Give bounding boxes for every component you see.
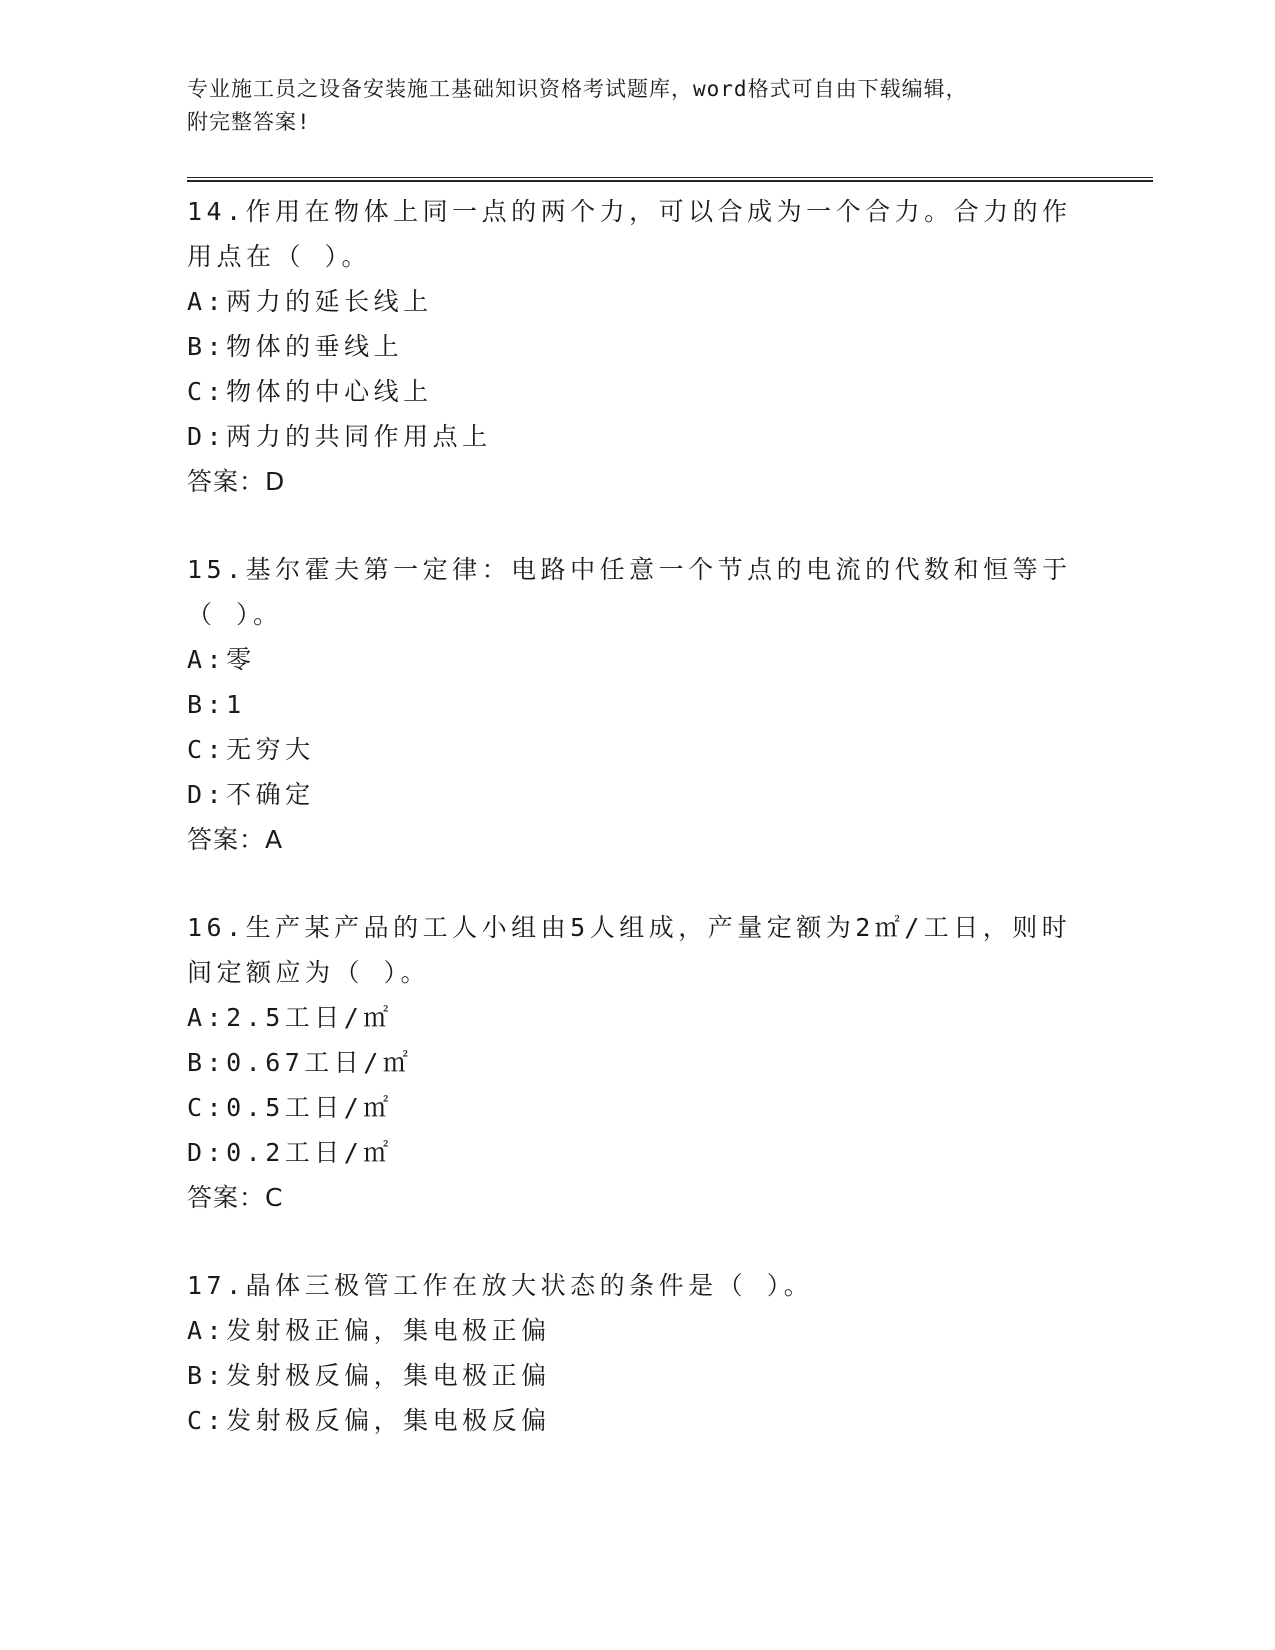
header-divider-thin [187,177,1153,178]
option-c: C:物体的中心线上 [187,377,433,406]
question-17 [187,1263,1087,1443]
option-d: D:0.2工日/㎡ [187,1138,393,1167]
question-list [187,189,1087,1486]
question-stem: 16.生产某产品的工人小组由5人组成，产量定额为2㎡/工日，则时间定额应为（ ）。 [187,913,1072,987]
question-stem: 17.晶体三极管工作在放大状态的条件是（ ）。 [187,1271,814,1300]
answer-label: 答案：A [187,825,284,854]
header-line-2: 附完整答案! [187,110,311,134]
question-15 [187,547,1087,862]
question-stem: 14.作用在物体上同一点的两个力，可以合成为一个合力。合力的作用点在（ ）。 [187,197,1072,271]
option-b: B:发射极反偏，集电极正偏 [187,1361,551,1390]
header-divider-thick [187,180,1153,182]
document-header [187,73,1087,139]
option-b: B:物体的垂线上 [187,332,404,361]
option-c: C:无穷大 [187,735,315,764]
answer-label: 答案：C [187,1183,284,1212]
option-d: D:两力的共同作用点上 [187,422,492,451]
option-d: D:不确定 [187,780,315,809]
option-a: A:发射极正偏，集电极正偏 [187,1316,551,1345]
option-b: B:0.67工日/㎡ [187,1048,413,1077]
question-14 [187,189,1087,504]
option-a: A:2.5工日/㎡ [187,1003,393,1032]
option-a: A:两力的延长线上 [187,287,433,316]
question-16 [187,905,1087,1220]
option-c: C:0.5工日/㎡ [187,1093,393,1122]
option-b: B:1 [187,690,246,719]
question-stem: 15.基尔霍夫第一定律：电路中任意一个节点的电流的代数和恒等于（ ）。 [187,555,1072,629]
option-a: A:零 [187,645,256,674]
header-line-1: 专业施工员之设备安装施工基础知识资格考试题库，word格式可自由下载编辑， [187,77,968,101]
option-c: C:发射极反偏，集电极反偏 [187,1406,551,1435]
answer-label: 答案：D [187,467,286,496]
